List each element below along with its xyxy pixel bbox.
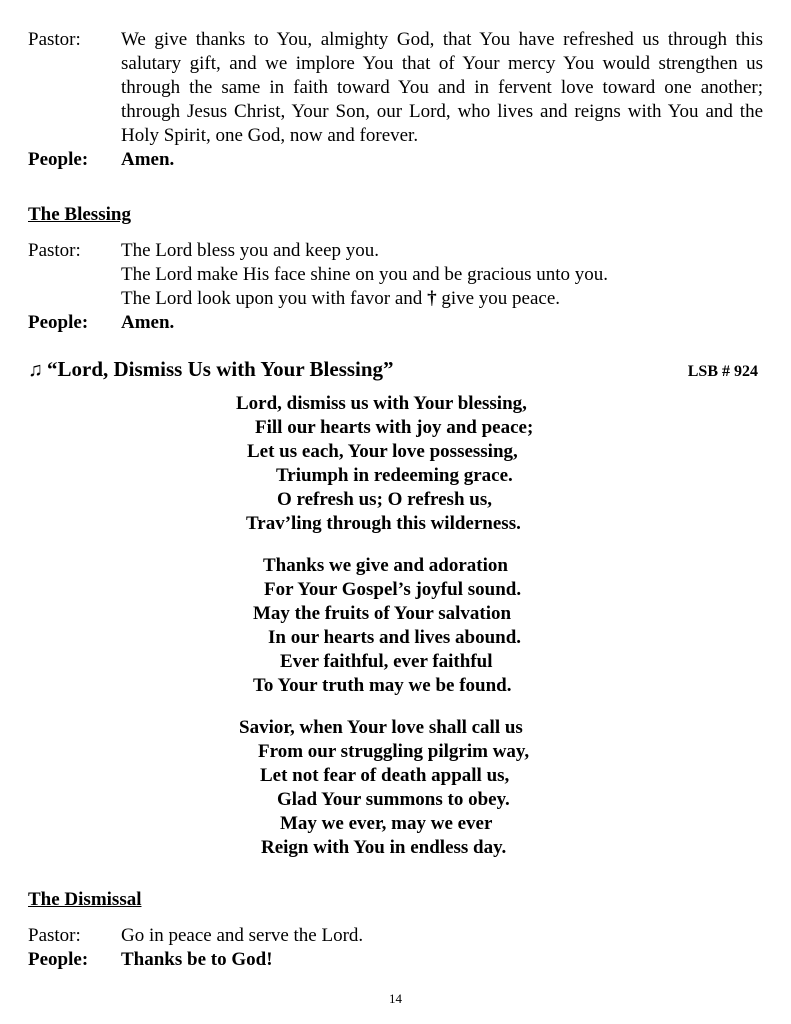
- blessing-line-part: The Lord look upon you with favor and: [121, 288, 423, 309]
- hymn-line: Thanks we give and adoration: [263, 555, 508, 576]
- hymn-line: Let us each, Your love possessing,: [247, 441, 518, 462]
- hymn-number: LSB # 924: [687, 363, 758, 380]
- hymn-line: To Your truth may we be found.: [253, 675, 512, 696]
- hymn-line: Let not fear of death appall us,: [260, 765, 510, 786]
- hymn-line: For Your Gospel’s joyful sound.: [264, 579, 522, 600]
- dismissal-pastor-text: Go in peace and serve the Lord.: [121, 925, 364, 946]
- liturgy-page: [28, 28, 763, 972]
- music-note-icon: ♫: [28, 359, 43, 381]
- hymn-stanza: [28, 554, 763, 698]
- hymn-line: In our hearts and lives abound.: [268, 627, 522, 648]
- hymn-line: Lord, dismiss us with Your blessing,: [236, 393, 527, 414]
- section-heading-blessing: The Blessing: [28, 204, 131, 225]
- hymn-line: Ever faithful, ever faithful: [280, 651, 493, 672]
- hymn-line: From our struggling pilgrim way,: [258, 741, 530, 762]
- prayer-pastor-text: We give thanks to You, almighty God, that You have refreshed us through this salutary gift, and we implore You that of Your mercy You would strengthen us through the same in faith toward You and in fervent love toward one another; through Jesus Christ, Your Son, our Lord, who lives and reigns with You and the Holy Spirit, one God, now and forever.: [121, 29, 763, 146]
- dismissal-people-row: [28, 948, 763, 972]
- speaker-label-pastor: Pastor:: [28, 240, 81, 261]
- blessing-text: [121, 239, 763, 311]
- hymn-title-wrap: [28, 357, 394, 383]
- blessing-line: The Lord bless you and keep you.: [121, 240, 380, 261]
- hymn-stanza: [28, 392, 763, 536]
- blessing-line: [121, 287, 763, 311]
- hymn-line: Fill our hearts with joy and peace;: [255, 417, 534, 438]
- cross-icon: †: [427, 288, 437, 309]
- hymn-line: Reign with You in endless day.: [261, 837, 507, 858]
- hymn-stanza: [28, 716, 763, 860]
- page-number: 14: [389, 991, 402, 1006]
- speaker-label-people: People:: [28, 149, 89, 170]
- hymn-header: [28, 357, 763, 385]
- hymn-line: Savior, when Your love shall call us: [239, 717, 523, 738]
- blessing-line: The Lord make His face shine on you and be gracious unto you.: [121, 264, 609, 285]
- prayer-people-row: [28, 148, 763, 172]
- speaker-label-people: People:: [28, 312, 89, 333]
- hymn-line: May we ever, may we ever: [280, 813, 493, 834]
- prayer-people-response: Amen.: [121, 149, 175, 170]
- speaker-label-pastor: Pastor:: [28, 925, 81, 946]
- dismissal-people-response: Thanks be to God!: [121, 949, 273, 970]
- speaker-label-people: People:: [28, 949, 89, 970]
- blessing-pastor-row: [28, 239, 763, 311]
- hymn-line: O refresh us; O refresh us,: [277, 489, 492, 510]
- hymn-line: Trav’ling through this wilderness.: [246, 513, 521, 534]
- hymn-line: Triumph in redeeming grace.: [276, 465, 513, 486]
- section-heading-dismissal: The Dismissal: [28, 889, 142, 910]
- speaker-label-pastor: Pastor:: [28, 29, 81, 50]
- hymn-title: “Lord, Dismiss Us with Your Blessing”: [47, 357, 394, 381]
- blessing-people-response: Amen.: [121, 312, 175, 333]
- dismissal-pastor-row: [28, 924, 763, 948]
- prayer-pastor-row: [28, 28, 763, 148]
- hymn-text: [28, 392, 763, 860]
- blessing-line-part: give you peace.: [441, 288, 561, 309]
- hymn-line: Glad Your summons to obey.: [277, 789, 510, 810]
- hymn-line: May the fruits of Your salvation: [253, 603, 512, 624]
- blessing-people-row: [28, 311, 763, 335]
